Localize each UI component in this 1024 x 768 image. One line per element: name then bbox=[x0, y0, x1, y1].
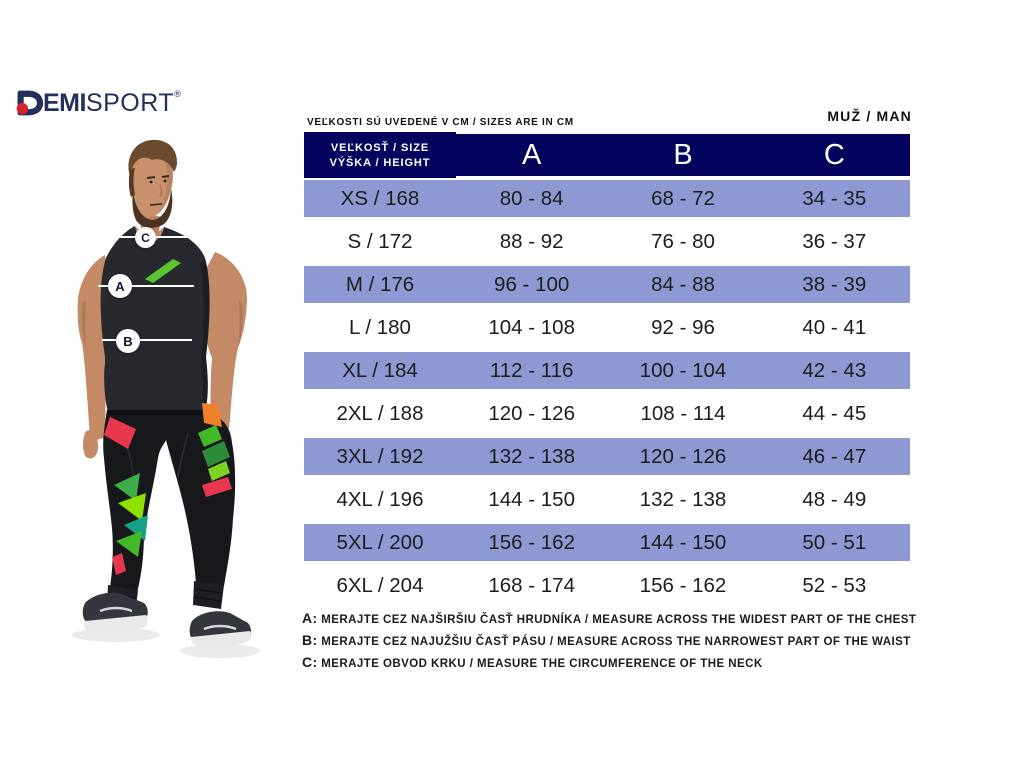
value-cell-c: 48 - 49 bbox=[802, 487, 867, 511]
value-cell-b: 76 - 80 bbox=[651, 229, 715, 253]
value-cell-a: 96 - 100 bbox=[494, 272, 570, 296]
value-cell-c: 38 - 39 bbox=[802, 272, 867, 296]
value-cell-c: 46 - 47 bbox=[802, 444, 867, 468]
size-cell: 5XL / 200 bbox=[336, 530, 424, 554]
size-cell: 3XL / 192 bbox=[336, 444, 424, 468]
size-header-line2: VÝŠKA / HEIGHT bbox=[329, 156, 431, 169]
size-cell: M / 176 bbox=[345, 272, 415, 296]
footnote-a-text: MERAJTE CEZ NAJŠIRŠIU ČASŤ HRUDNÍKA / MEASURE ACROSS THE WIDEST PART OF THE CHEST bbox=[317, 614, 917, 626]
measurement-footnotes bbox=[302, 610, 916, 676]
footnote-b-text: MERAJTE CEZ NAJUŽŠIU ČASŤ PÁSU / MEASURE ACROSS THE NARROWEST PART OF THE WAIST bbox=[317, 636, 911, 648]
value-cell-a: 112 - 116 bbox=[489, 358, 574, 382]
value-cell-a: 104 - 108 bbox=[488, 315, 575, 339]
column-header-a: A bbox=[521, 138, 542, 171]
value-cell-a: 156 - 162 bbox=[488, 530, 575, 554]
table-header bbox=[304, 134, 910, 176]
size-table-body bbox=[304, 180, 910, 604]
table-row bbox=[304, 180, 910, 217]
value-cell-b: 108 - 114 bbox=[640, 401, 726, 425]
size-cell: 6XL / 204 bbox=[336, 573, 424, 597]
logo-text-light: SPORT bbox=[85, 88, 175, 117]
value-cell-c: 42 - 43 bbox=[802, 358, 867, 382]
column-header-c: C bbox=[823, 138, 845, 171]
footnote-c bbox=[302, 654, 916, 672]
gender-label: MUŽ / MAN bbox=[827, 108, 912, 124]
footnote-c-text: MERAJTE OBVOD KRKU / MEASURE THE CIRCUMFERENCE OF THE NECK bbox=[317, 658, 763, 670]
value-cell-c: 40 - 41 bbox=[802, 315, 867, 339]
footnote-c-label: C: bbox=[302, 654, 318, 670]
value-cell-c: 34 - 35 bbox=[802, 186, 867, 210]
value-cell-b: 84 - 88 bbox=[651, 272, 715, 296]
logo-text-bold: EMI bbox=[43, 88, 86, 117]
model-photo bbox=[52, 133, 288, 665]
model-illustration bbox=[52, 133, 288, 665]
value-cell-b: 144 - 150 bbox=[639, 530, 727, 554]
value-cell-a: 132 - 138 bbox=[488, 444, 575, 468]
size-cell: 2XL / 188 bbox=[336, 401, 424, 425]
table-row bbox=[304, 352, 910, 389]
table-row bbox=[304, 524, 910, 561]
value-cell-a: 168 - 174 bbox=[488, 573, 575, 597]
table-row bbox=[304, 395, 910, 432]
logo-d-icon bbox=[14, 88, 44, 118]
table-row bbox=[304, 223, 910, 260]
marker-b-waist: B bbox=[116, 329, 140, 353]
footnote-b bbox=[302, 632, 916, 650]
value-cell-c: 50 - 51 bbox=[802, 530, 867, 554]
registered-mark-icon: ® bbox=[174, 89, 181, 99]
table-row bbox=[304, 481, 910, 518]
table-row bbox=[304, 309, 910, 346]
value-cell-b: 92 - 96 bbox=[651, 315, 715, 339]
value-cell-b: 120 - 126 bbox=[639, 444, 727, 468]
table-row bbox=[304, 438, 910, 475]
value-cell-c: 36 - 37 bbox=[802, 229, 867, 253]
units-note: VEĽKOSTI SÚ UVEDENÉ V CM / SIZES ARE IN CM bbox=[307, 117, 574, 128]
footnote-a-label: A: bbox=[302, 610, 318, 626]
value-cell-a: 88 - 92 bbox=[499, 229, 564, 253]
value-cell-b: 132 - 138 bbox=[639, 487, 727, 511]
value-cell-a: 80 - 84 bbox=[499, 186, 564, 210]
size-cell: 4XL / 196 bbox=[336, 487, 424, 511]
brand-logo bbox=[14, 88, 181, 118]
size-table bbox=[304, 134, 910, 610]
value-cell-b: 156 - 162 bbox=[639, 573, 727, 597]
marker-a-chest: A bbox=[108, 274, 132, 298]
size-cell: S / 172 bbox=[347, 229, 413, 253]
value-cell-a: 120 - 126 bbox=[488, 401, 575, 425]
value-cell-a: 144 - 150 bbox=[488, 487, 575, 511]
size-cell: L / 180 bbox=[349, 315, 411, 339]
footnote-b-label: B: bbox=[302, 632, 318, 648]
column-header-b: B bbox=[673, 138, 693, 171]
size-cell: XS / 168 bbox=[340, 186, 420, 210]
marker-c-neck: C bbox=[135, 227, 156, 248]
value-cell-b: 68 - 72 bbox=[651, 186, 715, 210]
size-header-line1: VEĽKOSŤ / SIZE bbox=[330, 141, 430, 154]
table-row bbox=[304, 567, 910, 604]
table-row bbox=[304, 266, 910, 303]
value-cell-c: 44 - 45 bbox=[802, 401, 867, 425]
value-cell-b: 100 - 104 bbox=[639, 358, 727, 382]
footnote-a bbox=[302, 610, 916, 628]
value-cell-c: 52 - 53 bbox=[802, 573, 867, 597]
size-cell: XL / 184 bbox=[342, 358, 418, 382]
size-height-header bbox=[304, 132, 456, 178]
